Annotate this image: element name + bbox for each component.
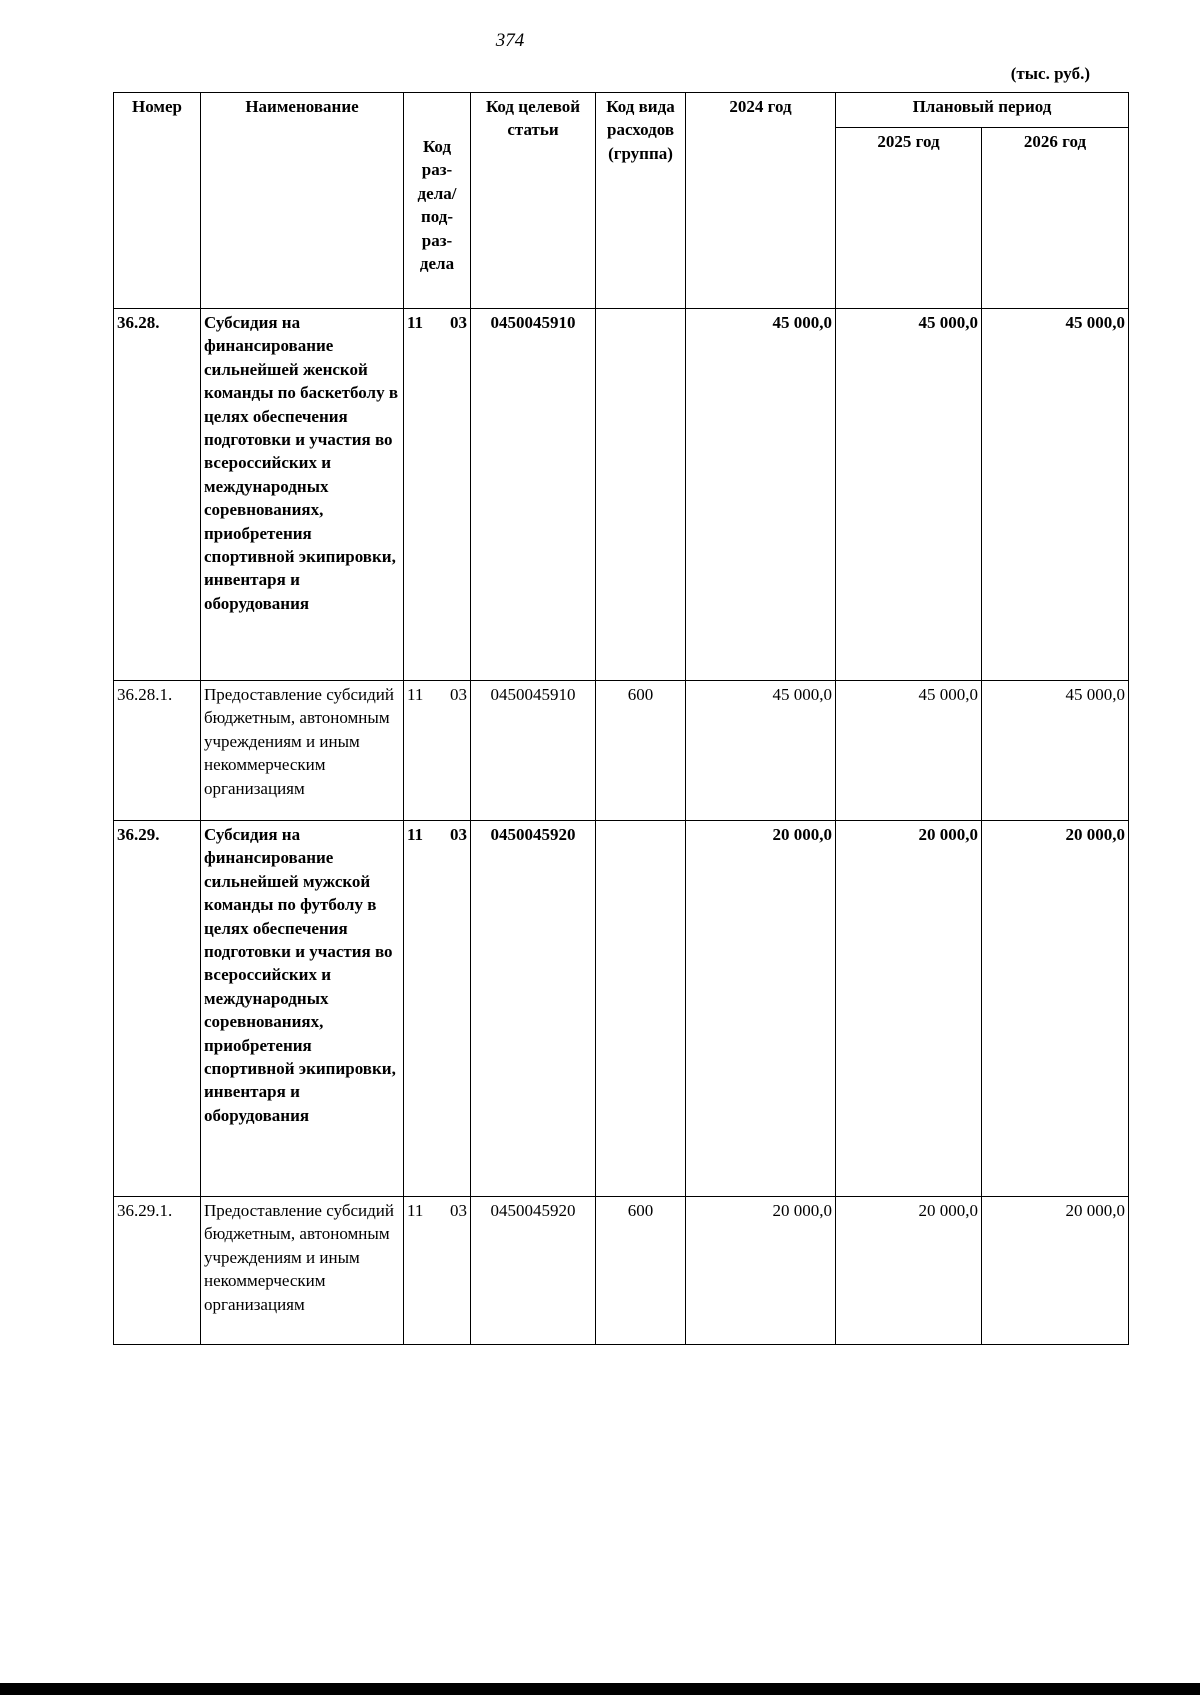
row-amount-2025: 20 000,0 [836, 1197, 982, 1345]
row-subsection: 03 [450, 685, 467, 704]
header-section-label: Код раз- дела/ под- раз- дела [417, 137, 457, 274]
row-number: 36.29. [114, 821, 201, 1197]
header-2025: 2025 год [836, 128, 982, 309]
scan-bottom-border [0, 1683, 1200, 1695]
row-name: Предоставление субсидий бюджетным, автономным учреждениям и иным некоммерческим организациям [201, 681, 404, 821]
row-amount-2026: 20 000,0 [982, 1197, 1129, 1345]
page-number: 374 [495, 30, 525, 51]
budget-table [113, 92, 1129, 1345]
row-section: 11 [407, 825, 424, 844]
row-amount-2026: 20 000,0 [982, 821, 1129, 1197]
row-section: 11 [407, 313, 424, 332]
row-section-code [404, 821, 471, 1197]
header-target: Код целевой статьи [471, 93, 596, 309]
row-amount-2025: 45 000,0 [836, 309, 982, 681]
row-amount-2024: 20 000,0 [686, 821, 836, 1197]
row-expense-code: 600 [596, 1197, 686, 1345]
row-target-code: 0450045910 [471, 309, 596, 681]
row-amount-2024: 45 000,0 [686, 309, 836, 681]
row-section: 11 [407, 1201, 424, 1220]
row-section-code [404, 1197, 471, 1345]
table-row [114, 1197, 1129, 1345]
row-name: Предоставление субсидий бюджетным, автономным учреждениям и иным некоммерческим организациям [201, 1197, 404, 1345]
row-number: 36.28.1. [114, 681, 201, 821]
table-row [114, 681, 1129, 821]
row-target-code: 0450045910 [471, 681, 596, 821]
row-subsection: 03 [450, 313, 467, 332]
row-expense-code: 600 [596, 681, 686, 821]
row-amount-2024: 20 000,0 [686, 1197, 836, 1345]
row-amount-2025: 45 000,0 [836, 681, 982, 821]
header-section [404, 93, 471, 309]
row-amount-2026: 45 000,0 [982, 309, 1129, 681]
row-amount-2026: 45 000,0 [982, 681, 1129, 821]
header-name: Наименование [201, 93, 404, 309]
row-section: 11 [407, 685, 424, 704]
row-name: Субсидия на финансирование сильнейшей женской команды по баскетболу в целях обеспечения подготовки и участия во всероссийских и международных соревнованиях, приобретения спортивной экипировки, инвентаря и оборудования [201, 309, 404, 681]
row-expense-code [596, 821, 686, 1197]
row-expense-code [596, 309, 686, 681]
header-planned-period: Плановый период [836, 93, 1129, 128]
table-row [114, 309, 1129, 681]
row-subsection: 03 [450, 1201, 467, 1220]
units-label: (тыс. руб.) [1010, 64, 1090, 83]
row-number: 36.28. [114, 309, 201, 681]
row-number: 36.29.1. [114, 1197, 201, 1345]
row-name: Субсидия на финансирование сильнейшей мужской команды по футболу в целях обеспечения подготовки и участия во всероссийских и международных соревнованиях, приобретения спортивной экипировки, инвентаря и оборудования [201, 821, 404, 1197]
row-amount-2024: 45 000,0 [686, 681, 836, 821]
row-amount-2025: 20 000,0 [836, 821, 982, 1197]
row-subsection: 03 [450, 825, 467, 844]
row-section-code [404, 309, 471, 681]
row-section-code [404, 681, 471, 821]
header-2024: 2024 год [686, 93, 836, 309]
row-target-code: 0450045920 [471, 821, 596, 1197]
header-number: Номер [114, 93, 201, 309]
header-expense: Код вида расходов (группа) [596, 93, 686, 309]
row-target-code: 0450045920 [471, 1197, 596, 1345]
table-row [114, 821, 1129, 1197]
header-2026: 2026 год [982, 128, 1129, 309]
